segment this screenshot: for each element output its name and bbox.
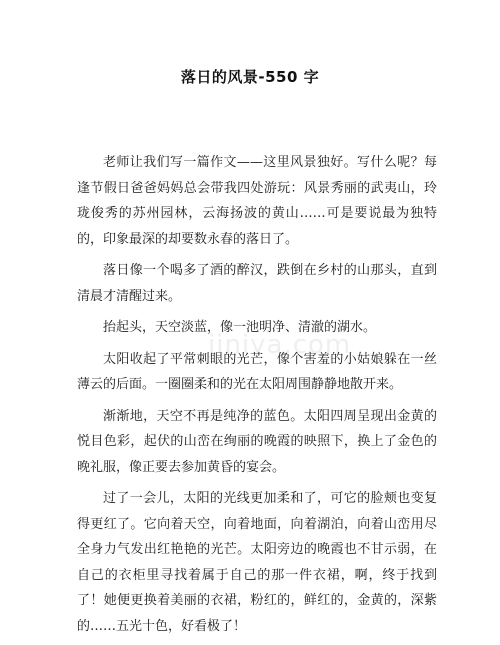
watermark: jiniya.com — [208, 330, 352, 360]
paragraph-1: 老师让我们写一篇作文——这里风景独好。写什么呢？每逢节假日爸爸妈妈总会带我四处游玩：风景秀丽的武夷山，玲珑俊秀的苏州园林，云海扬波的黄山……可是要说最为独特的，印象最深的却要数永春的落日了。 — [77, 155, 437, 247]
paragraph-2: 落日像一个喝多了酒的醉汉，跌倒在乡村的山那头，直到清晨才清醒过来。 — [77, 263, 437, 304]
paragraph-4: 太阳收起了平常刺眼的光芒，像个害羞的小姑娘躲在一丝薄云的后面。一圈圈柔和的光在太阳周围静静地散开来。 — [77, 351, 437, 392]
document-title: 落日的风景-550 字 — [180, 68, 320, 86]
paragraph-5: 渐渐地，天空不再是纯净的蓝色。太阳四周呈现出金黄的悦目色彩，起伏的山峦在绚丽的晚霞的映照下，换上了金色的晚礼服，像正要去参加黄昏的宴会。 — [77, 408, 437, 475]
paragraph-3: 抬起头，天空淡蓝，像一池明净、清澈的湖水。 — [103, 320, 377, 335]
document-body — [77, 150, 437, 645]
paragraph-6: 过了一会儿，太阳的光线更加柔和了，可它的脸颊也变复得更红了。它向着天空，向着地面，向着湖泊，向着山峦用尽全身力气发出红艳艳的光芒。太阳旁边的晚霞也不甘示弱，在自己的衣柜里寻找着属于自己的那一件衣裙，啊，终于找到了！她便更换着美丽的衣裙，粉红的，鲜红的，金黄的，深紫的……五光十色，好看极了！ — [77, 491, 437, 634]
